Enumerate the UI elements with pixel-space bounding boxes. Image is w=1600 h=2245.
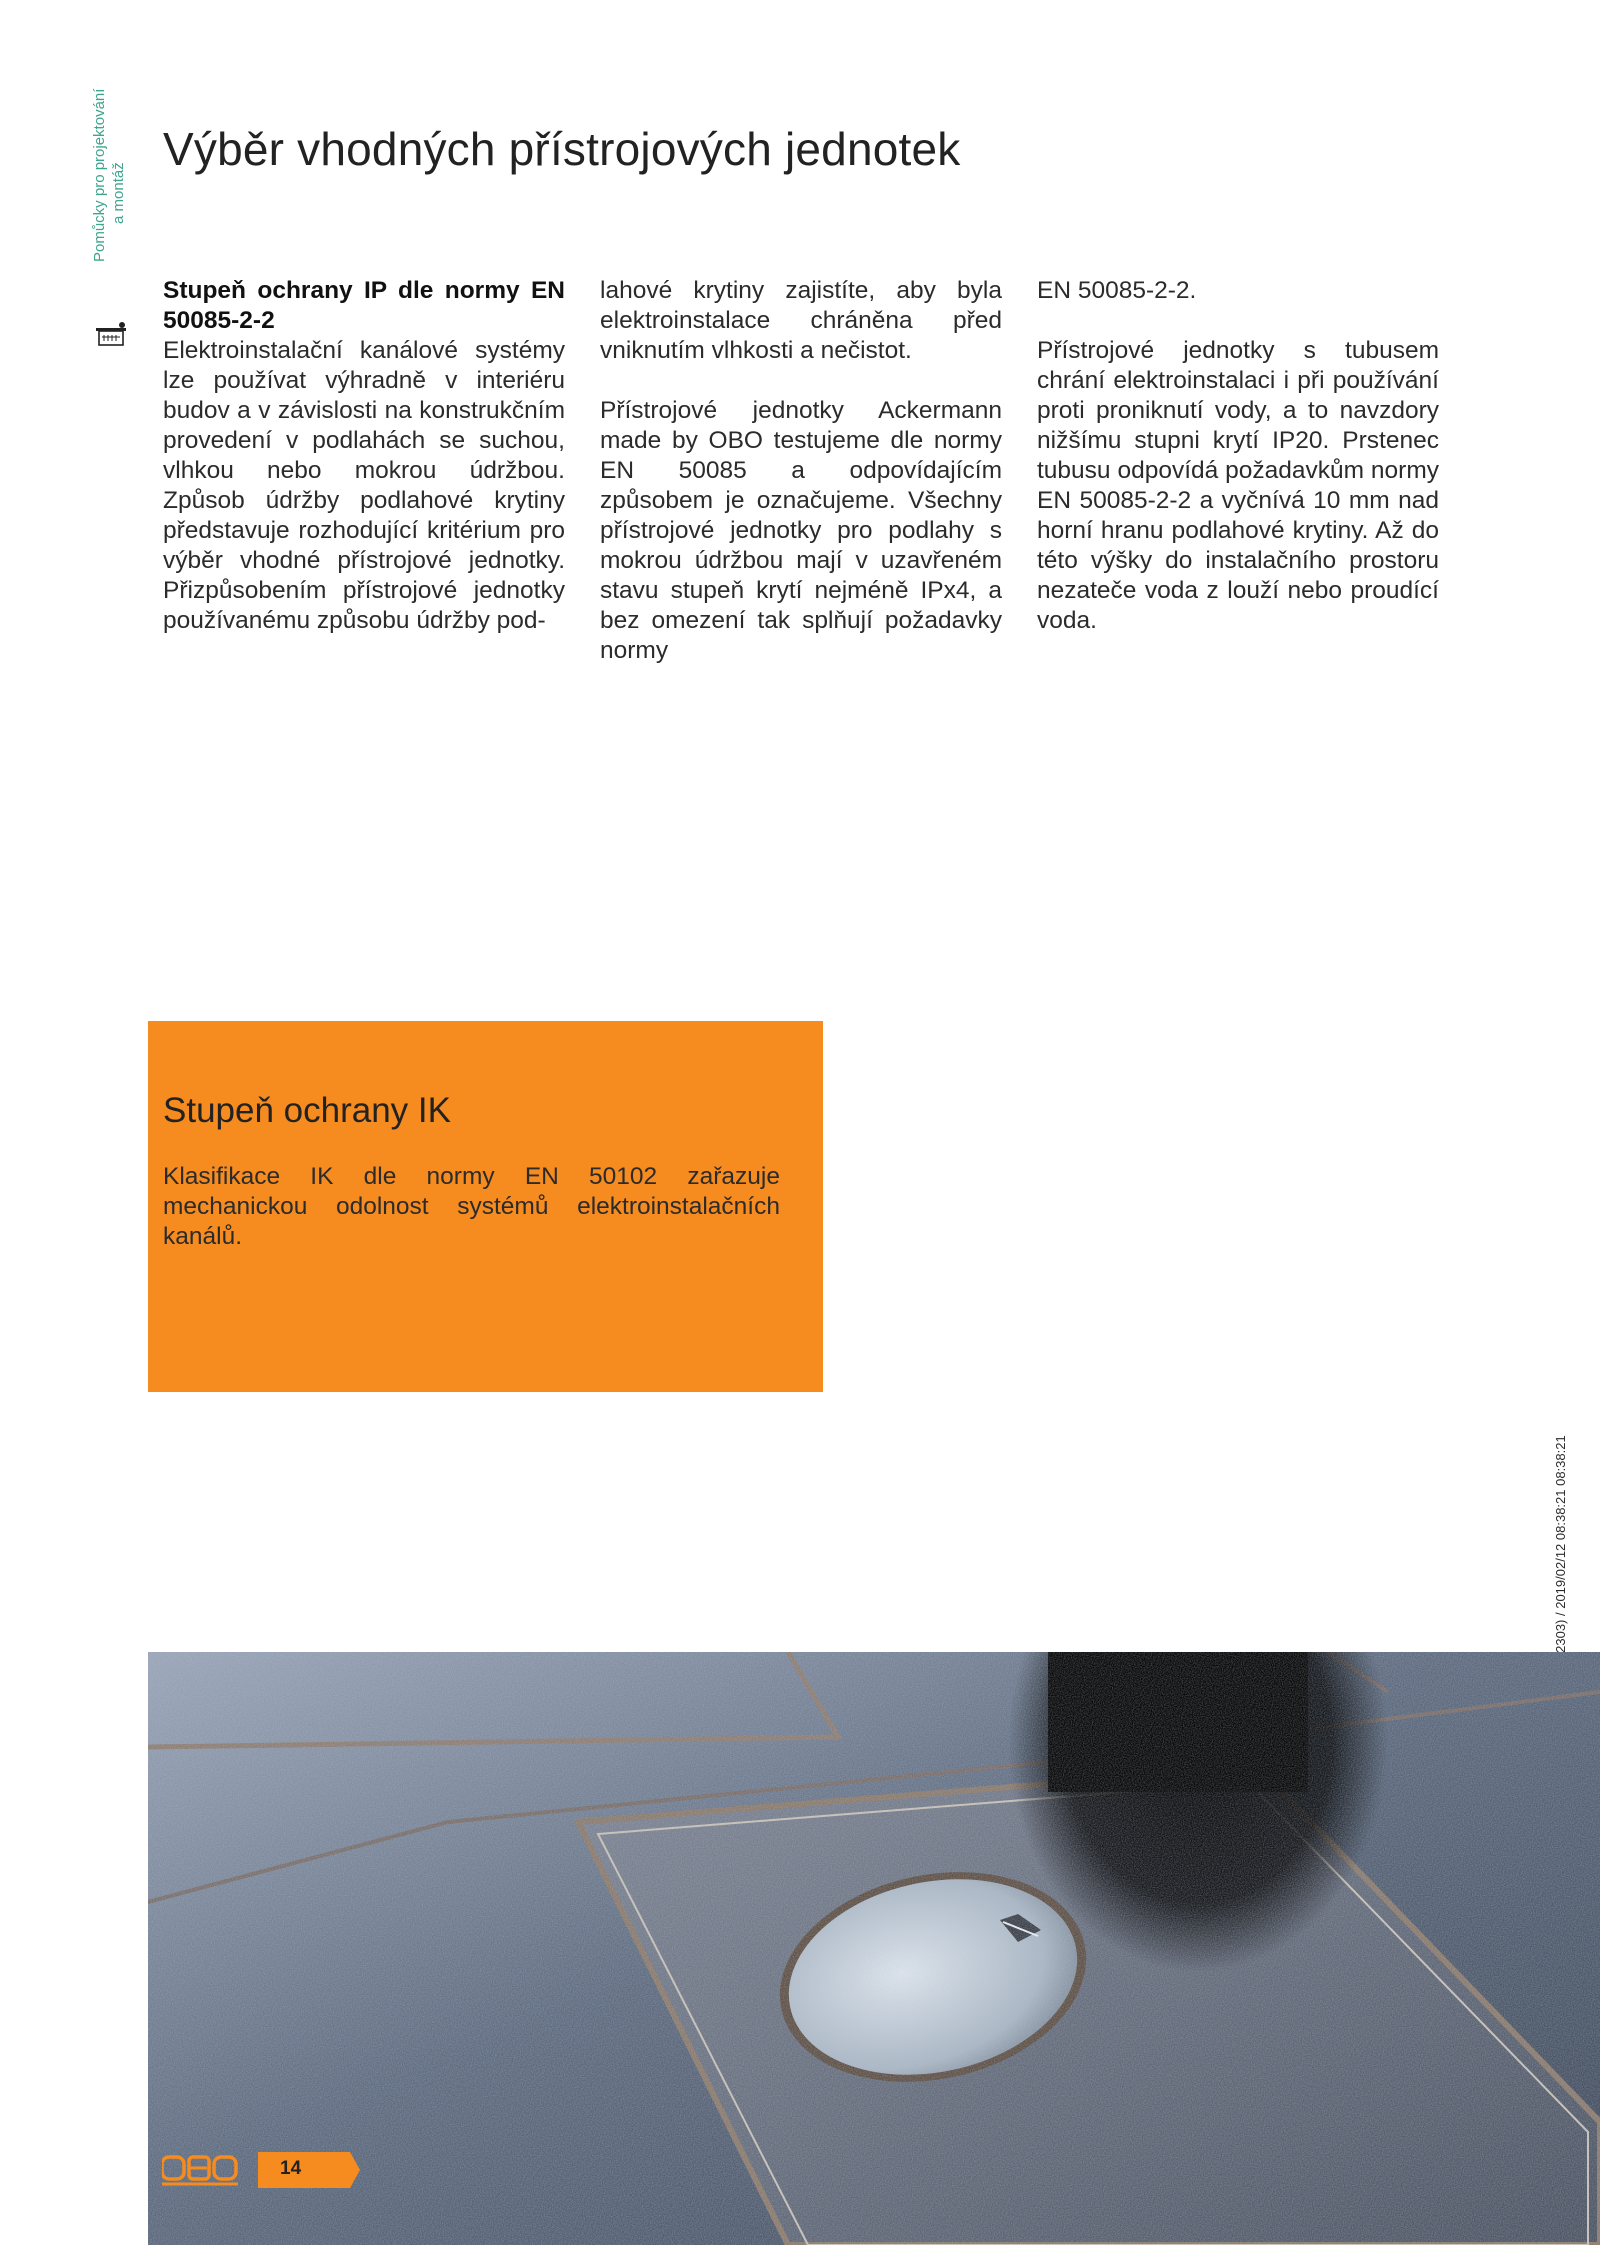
col3-paragraph-1: EN 50085-2-2.	[1037, 277, 1197, 304]
side-tab-label	[90, 72, 128, 262]
page-number-tab	[258, 2152, 360, 2188]
side-tab	[90, 72, 130, 262]
side-tab-line2: a montáž	[110, 162, 127, 224]
col2-paragraph-1: lahové krytiny zajistíte, aby byla elektroinstalace chráněna před vniknutím vlhkosti a nečistot.	[600, 277, 1002, 364]
text-column-2	[600, 276, 1002, 666]
col1-paragraph: Elektroinstalační kanálové systémy lze používat výhradně v interiéru budov a v závislosti na konstrukčním provedení v podlahách se suchou, vlhkou nebo mokrou údržbou. Způsob údržby podlahové krytiny představuje rozhodující kritérium pro výběr vhodné přístrojové jednotky. Přizpůsobením přístrojové jednotky používanému způsobu údržby pod-	[163, 337, 565, 634]
side-tab-line1: Pomůcky pro projektování	[91, 88, 108, 262]
col3-paragraph-2: Přístrojové jednotky s tubusem chrání elektroinstalaci i při používání proti proniknutí vody, a to navzdory nižšímu stupni krytí IP20. Prstenec tubusu odpovídá požadavkům normy EN 50085-2-2 a vyčnívá 10 mm nad horní hranu podlahové krytiny. Až do této výšky do instalačního prostoru nezateče voda z louží nebo proudící voda.	[1037, 337, 1439, 634]
ip-subheading: Stupeň ochrany IP dle normy EN 50085-2-2	[163, 277, 565, 334]
obo-logo	[162, 2150, 240, 2188]
text-column-1	[163, 276, 565, 636]
col2-paragraph-2: Přístrojové jednotky Ackermann made by OBO testujeme dle normy EN 50085 a odpovídajícím způsobem je označujeme. Všechny přístrojové jednotky pro podlahy s mokrou údržbou mají v uzavřeném stavu stupeň krytí nejméně IPx4, a bez omezení tak splňují požadavky normy	[600, 397, 1002, 664]
ik-heading: Stupeň ochrany IK	[163, 1091, 451, 1130]
tools-icon	[96, 322, 128, 348]
floor-box-photo	[148, 1652, 1600, 2245]
ik-info-box	[148, 1021, 823, 1392]
ik-text: Klasifikace IK dle normy EN 50102 zařazuje mechanickou odolnost systémů elektroinstalačních kanálů.	[163, 1163, 780, 1250]
text-column-3	[1037, 276, 1439, 636]
page-title: Výběr vhodných přístrojových jednotek	[163, 123, 961, 175]
page-number: 14	[280, 2158, 302, 2179]
